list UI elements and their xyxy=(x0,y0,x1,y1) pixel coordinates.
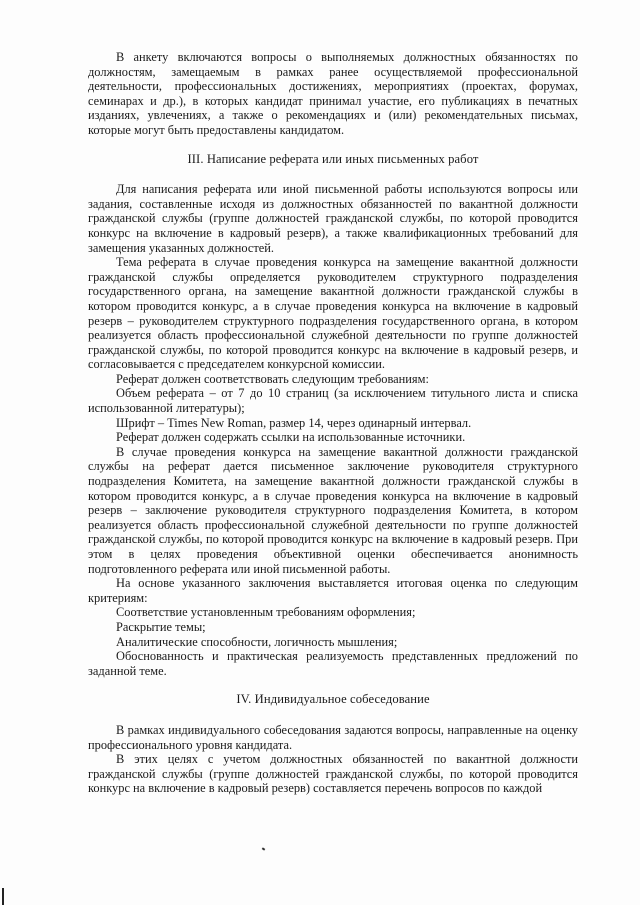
criterion-topic: Раскрытие темы; xyxy=(116,619,206,634)
paragraph-essay-questions: Для написания реферата или иной письменной работы используются вопросы или задания, составленные исходя из должностных обязанностей по вакантной должности гражданской службы (группе должностей гражданской службы, по которой проводится конкурс на включение в кадровый резерв), а также квалификационных требований для замещения указанных должностей. xyxy=(88,182,578,255)
paragraph-requirements-intro: Реферат должен соответствовать следующим требованиям: xyxy=(116,371,429,386)
paragraph-criteria-intro: На основе указанного заключения выставляется итоговая оценка по следующим критериям: xyxy=(88,576,578,605)
paragraph-essay-topic: Тема реферата в случае проведения конкурса на замещение вакантной должности гражданской службы определяется руководителем структурного подразделения государственного органа, на замещение вакантной должности гражданской службы в котором проводится конкурс, а в случае проведения конкурса на включение в кадровый резерв – руководителем структурного подразделения государственного органа, в котором реализуется область профессиональной служебной деятельности по группе должностей гражданской службы, по которой проводится конкурс на включение в кадровый резерв, и согласовывается с председателем конкурсной комиссии. xyxy=(88,255,578,372)
paragraph-references: Реферат должен содержать ссылки на использованные источники. xyxy=(116,430,466,445)
criterion-feasibility: Обоснованность и практическая реализуемость представленных предложений по заданной теме. xyxy=(88,649,578,678)
paragraph-volume: Объем реферата – от 7 до 10 страниц (за исключением титульного листа и списка использованной литературы); xyxy=(88,386,578,416)
paragraph-interview: В рамках индивидуального собеседования задаются вопросы, направленные на оценку профессионального уровня кандидата. xyxy=(88,722,578,752)
paragraph-conclusion: В случае проведения конкурса на замещение вакантной должности гражданской службы на реферат дается письменное заключение руководителя структурного подразделения Комитета, на замещение вакантной должности гражданской службы в котором проводится конкурс, а в случае проведения конкурса на включение в кадровый резерв – заключение руководителя структурного подразделения Комитета, в котором реализуется область профессиональной служебной деятельности по группе должностей гражданской службы, по которой проводится конкурс на включение в кадровый резерв. При этом в целях проведения объективной оценки обеспечивается анонимность подготовленного реферата или иной письменной работы. xyxy=(88,444,578,576)
section-heading-3: III. Написание реферата или иных письменных работ xyxy=(187,151,479,166)
criterion-analytics: Аналитические способности, логичность мышления; xyxy=(116,634,398,649)
paragraph-questionnaire: В анкету включаются вопросы о выполняемых должностных обязанностях по должностям, замещаемым в рамках ранее осуществляемой профессиональной деятельности, профессиональных достижениях, мероприятиях (проектах, форумах, семинарах и др.), в которых кандидат принимал участие, его публикациях в печатных изданиях, увлечениях, а также о рекомендациях и (или) рекомендательных письмах, которые могут быть предоставлены кандидатом. xyxy=(88,50,578,137)
scan-speck xyxy=(262,847,266,850)
paragraph-interview-questions: В этих целях с учетом должностных обязанностей по вакантной должности гражданской службы (группе должностей гражданской службы, по которой проводится конкурс на включение в кадровый резерв) составляется перечень вопросов по каждой xyxy=(88,752,578,796)
paragraph-font: Шрифт – Times New Roman, размер 14, через одинарный интервал. xyxy=(116,415,472,430)
section-heading-4: IV. Индивидуальное собеседование xyxy=(236,692,430,707)
criterion-formatting: Соответствие установленным требованиям оформления; xyxy=(116,605,416,620)
document-body xyxy=(88,50,578,796)
scan-edge-mark xyxy=(2,888,4,905)
